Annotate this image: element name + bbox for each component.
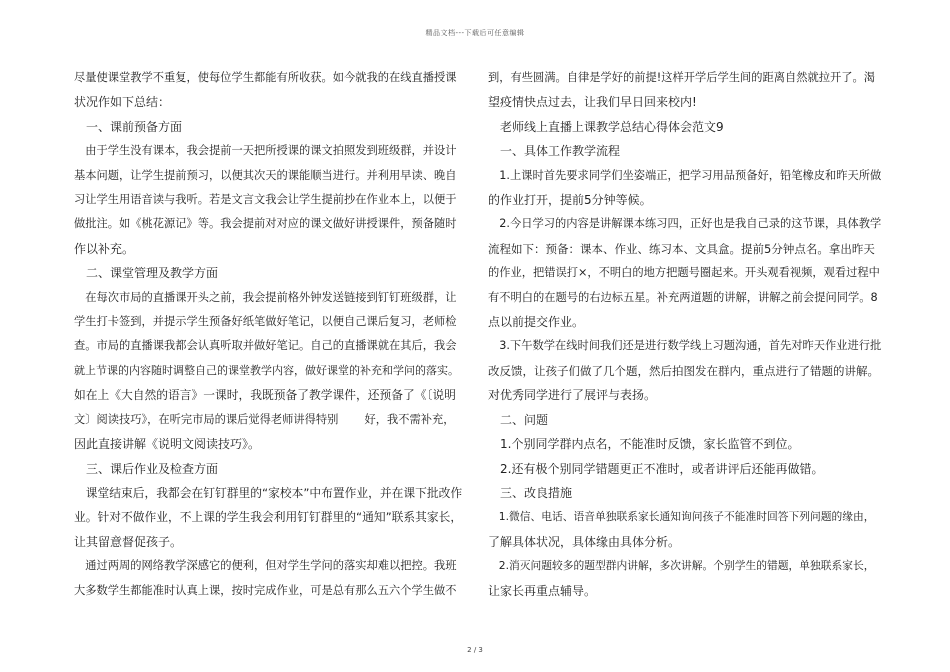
text-line: 基本问题，让学生提前预习，以便其次天的课能顺当进行。并利用早读、晚自 bbox=[74, 168, 457, 182]
text-line: 状况作如下总结： bbox=[74, 95, 171, 110]
text-line: 二、问题 bbox=[488, 412, 549, 427]
text-line: 有不明白的在题号的右边标五星。补充两道题的讲解，讲解之前会提问同学。8 bbox=[488, 290, 878, 304]
text-line: 1.微信、电话、语音单独联系家长通知询问孩子不能准时回答下列问题的缘由， bbox=[488, 510, 875, 524]
text-line: 因此直接讲解《说明文阅读技巧》。 bbox=[74, 437, 261, 452]
page-header: 精品文档---下载后可任意编辑 bbox=[425, 29, 525, 37]
text-line: 2.还有极个别同学错题更正不准时，或者讲评后还能再做错。 bbox=[488, 461, 824, 476]
text-line: 到，有些圆满。自律是学好的前提!这样开学后学生间的距离自然就拉开了。渴 bbox=[488, 71, 876, 84]
text-line: 文〕阅读技巧》，在听完市局的课后觉得老师讲得特别 好，我不需补充， bbox=[74, 412, 455, 426]
text-line: 2.今日学习的内容是讲解课本练习四，正好也是我自己录的这节课，具体教学 bbox=[488, 217, 882, 231]
right-column bbox=[488, 66, 882, 603]
text-line: 对优秀同学进行了展评与表扬。 bbox=[488, 388, 657, 403]
text-line: 一、具体工作教学流程 bbox=[488, 144, 621, 159]
text-line: 点以前提交作业。 bbox=[488, 315, 585, 330]
text-line: 就上节课的内容随时调整自己的课堂教学内容，做好课堂的补充和学问的落实。 bbox=[74, 363, 459, 377]
text-line: 老师线上直播上课教学总结心得体会范文9 bbox=[488, 119, 724, 134]
text-line: 3.下午数学在线时间我们还是进行数学线上习题沟通，首先对昨天作业进行批 bbox=[488, 339, 882, 353]
text-line: 课堂结束后，我都会在钉钉群里的“家校本”中布置作业，并在课下批改作 bbox=[74, 485, 463, 500]
text-line: 望疫情快点过去，让我们早日回来校内! bbox=[488, 95, 697, 110]
text-line: 的作业打开，提前5分钟等候。 bbox=[488, 193, 652, 208]
text-line: 让家长再重点辅导。 bbox=[488, 583, 597, 598]
text-line: 二、课堂管理及教学方面 bbox=[74, 266, 219, 281]
text-line: 在每次市局的直播课开头之前，我会提前格外钟发送链接到钉钉班级群，让 bbox=[74, 290, 457, 304]
text-line: 的作业，把错误打×，不明白的地方把题号圈起来。开头观看视频，观看过程中 bbox=[488, 266, 880, 280]
text-line: 大多数学生都能准时认真上课，按时完成作业，可是总有那么五六个学生做不 bbox=[74, 583, 457, 597]
text-line: 业。针对不做作业，不上课的学生我会利用钉钉群里的“通知”联系其家长， bbox=[74, 510, 463, 525]
text-line: 如在上《大自然的语言》一课时，我既预备了教学课件，还预备了《〔说明 bbox=[74, 388, 456, 403]
text-line: 1.上课时首先要求同学们坐姿端正，把学习用品预备好，铅笔橡皮和昨天所做 bbox=[488, 168, 882, 182]
text-line: 一、课前预备方面 bbox=[74, 119, 183, 134]
text-line: 由于学生没有课本，我会提前一天把所授课的课文拍照发到班级群，并设计 bbox=[74, 144, 457, 158]
text-line: 查。市局的直播课我都会认真听取并做好笔记。自己的直播课就在其后，我会 bbox=[74, 339, 457, 353]
text-line: 习让学生用语音读与我听。若是文言文我会让学生提前抄在作业本上，以便于 bbox=[74, 193, 457, 207]
text-line: 三、改良措施 bbox=[488, 485, 573, 500]
text-line: 2.消灭问题较多的题型群内讲解，多次讲解。个别学生的错题，单独联系家长， bbox=[488, 559, 875, 573]
text-line: 1.个别同学群内点名，不能准时反馈，家长监管不到位。 bbox=[488, 437, 800, 452]
text-line: 通过两周的网络教学深感它的便利，但对学生学问的落实却难以把控。我班 bbox=[74, 559, 457, 573]
text-line: 学生打卡签到，并提示学生预备好纸笔做好笔记，以便自己课后复习，老师检 bbox=[74, 315, 457, 329]
text-line: 让其留意督促孩子。 bbox=[74, 534, 183, 549]
page-number: 2 / 3 bbox=[467, 646, 483, 654]
text-line: 做批注。如《桃花源记》等。我会提前对对应的课文做好讲授课件，预备随时 bbox=[74, 217, 457, 231]
text-line: 改反馈，让孩子们做了几个题，然后拍图发在群内，重点进行了错题的讲解。 bbox=[488, 363, 879, 378]
text-line: 作以补充。 bbox=[74, 241, 135, 256]
text-line: 了解具体状况，具体缘由具体分析。 bbox=[488, 534, 681, 549]
text-line: 流程如下：预备：课本、作业、练习本、文具盒。提前5分钟点名。拿出昨天 bbox=[488, 241, 875, 256]
text-line: 三、课后作业及检查方面 bbox=[74, 461, 219, 476]
left-column bbox=[74, 66, 462, 603]
text-line: 尽量使课堂教学不重复，使每位学生都能有所收获。如今就我的在线直播授课 bbox=[74, 71, 457, 84]
